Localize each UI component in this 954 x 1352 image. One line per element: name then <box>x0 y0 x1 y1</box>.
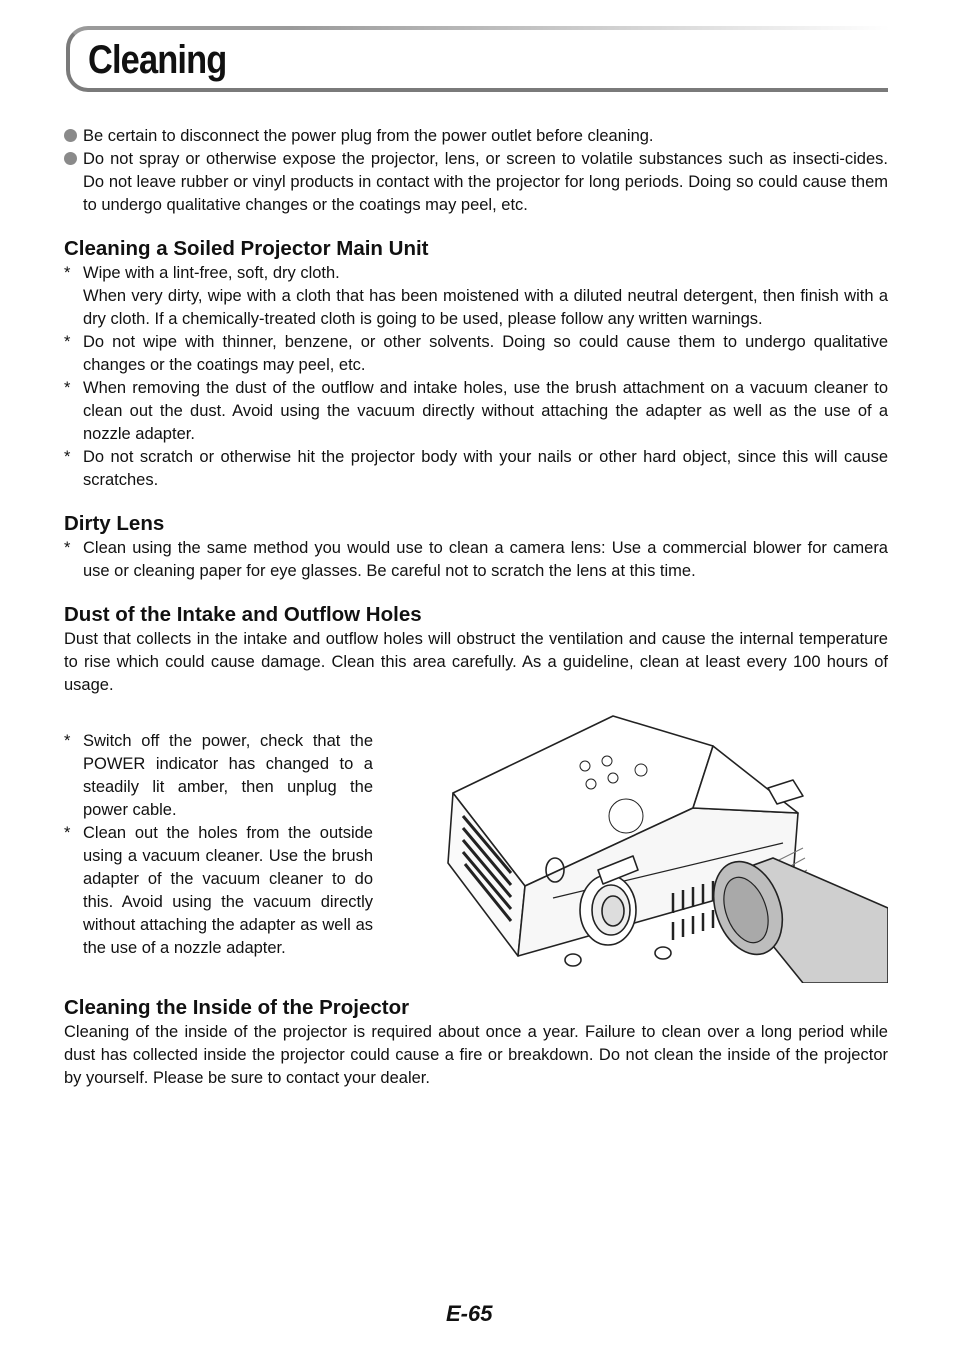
bullet-icon <box>64 152 77 165</box>
list-item: Do not spray or otherwise expose the projector, lens, or screen to volatile substances such as insecti-cides. Do not leave rubber or vinyl products in contact with the projector for long periods. Doing so could cause them to undergo qualitative changes or the coatings may peel, etc. <box>64 148 888 217</box>
projector-illustration <box>373 708 888 983</box>
section-heading-main-unit: Cleaning a Soiled Projector Main Unit <box>64 237 429 260</box>
lens-list <box>64 537 888 583</box>
page-number: E-65 <box>446 1301 493 1326</box>
list-item: Be certain to disconnect the power plug from the power outlet before cleaning. <box>64 125 888 148</box>
list-item: * Wipe with a lint-free, soft, dry cloth. When very dirty, wipe with a cloth that has been moistened with a diluted neutral detergent, then finish with a dry cloth. If a chemically-treated cloth is going to be used, please follow any written warnings. <box>64 264 888 328</box>
section-heading-dust: Dust of the Intake and Outflow Holes <box>64 603 422 626</box>
projector-with-vacuum-image <box>373 708 888 983</box>
list-item: * Switch off the power, check that the POWER indicator has changed to a steadily lit amber, then unplug the power cable. <box>64 732 373 819</box>
section-heading-lens: Dirty Lens <box>64 512 165 535</box>
dust-steps <box>64 730 373 983</box>
bullet-icon <box>64 129 77 142</box>
main-unit-list <box>64 262 888 492</box>
dust-body: Dust that collects in the intake and outflow holes will obstruct the ventilation and cause the internal temperature to rise which could cause damage. Clean this area carefully. As a guideline, clean at least every 100 hours of usage. <box>64 630 888 694</box>
list-item: * When removing the dust of the outflow and intake holes, use the brush attachment on a vacuum cleaner to clean out the dust. Avoid using the vacuum directly without attaching the adapter as well as the use of a nozzle adapter. <box>64 379 888 443</box>
list-item: * Clean using the same method you would use to clean a camera lens: Use a commercial blower for camera use or cleaning paper for eye glasses. Be careful not to scratch the lens at this time. <box>64 539 888 580</box>
section-heading-inside: Cleaning the Inside of the Projector <box>64 996 410 1019</box>
list-item: * Do not wipe with thinner, benzene, or other solvents. Doing so could cause them to undergo qualitative changes or the coatings may peel, etc. <box>64 333 888 374</box>
intro-bullets <box>64 125 888 217</box>
inside-body: Cleaning of the inside of the projector is required about once a year. Failure to clean over a long period while dust has collected inside the projector could cause a fire or breakdown. Do not clean the inside of the projector by yourself. Please be sure to contact your dealer. <box>64 1023 888 1087</box>
page-title: Cleaning <box>88 38 227 82</box>
page-content <box>64 125 888 1090</box>
dust-row <box>64 708 888 983</box>
list-item: * Do not scratch or otherwise hit the projector body with your nails or other hard object, since this will cause scratches. <box>64 448 888 489</box>
list-item: * Clean out the holes from the outside using a vacuum cleaner. Use the brush adapter of the vacuum cleaner to do this. Avoid using the vacuum directly without attaching the adapter as well as the use of a nozzle adapter. <box>64 824 373 957</box>
